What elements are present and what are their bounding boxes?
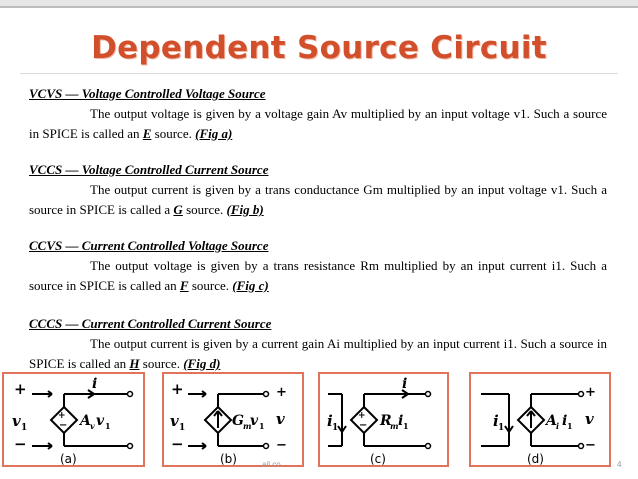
gain-subscript: m [243,421,252,431]
input-minus-label: − [14,435,27,453]
spice-source-letter: E [142,126,152,141]
circuit-diagram-vcvs [4,374,143,465]
plus-sign: + [58,411,66,421]
minus-sign: − [359,420,368,431]
gain-symbol: A [80,413,91,429]
figure-reference: (Fig c) [232,278,269,293]
output-plus-label: + [276,385,287,400]
output-current-label: i [402,376,408,392]
top-rule-shadow [0,6,638,8]
section-vcvs [29,84,607,144]
figure-panel-d [469,372,611,467]
control-variable-subscript: 1 [403,421,409,431]
control-variable-subscript: 1 [259,421,265,431]
figure-reference: (Fig d) [183,356,221,371]
minus-sign: − [59,420,68,431]
section-paragraph [29,256,607,296]
figure-panel-b [162,372,304,467]
figure-caption: (c) [370,452,386,465]
control-variable: v [250,413,259,429]
section-text: The output voltage is given by a trans resistance Rm multiplied by an input current i1. Such a source in SPICE is called an [29,258,607,293]
input-variable: i [493,412,499,430]
input-plus-label: + [14,380,27,398]
input-variable: v [170,412,179,430]
input-variable: v [12,412,21,430]
section-heading: CCVS — Current Controlled Voltage Source [29,238,269,253]
gain-subscript: i [556,421,560,431]
section-cccs [29,314,607,374]
section-text: The output voltage is given by a voltage gain Av multiplied by an input voltage v1. Such a source in SPICE is called an [29,106,607,141]
figure-panel-a [2,372,145,467]
section-text-tail: source. [182,202,227,217]
section-text: The output current is given by a trans conductance Gm multiplied by an input voltage v1. Such a source in SPICE is called a [29,182,607,217]
figure-caption: (d) [527,452,544,465]
section-heading: VCCS — Voltage Controlled Current Source [29,162,269,177]
section-text: The output current is given by a current gain Ai multiplied by an input current i1. Such a source in SPICE is called an [29,336,607,371]
figure-caption: (a) [60,452,77,465]
section-paragraph [29,180,607,220]
control-variable: v [96,413,105,429]
figure-reference: (Fig a) [195,126,233,141]
footer-email: ail.co [262,460,281,469]
plus-sign: + [358,411,366,421]
output-plus-label: + [585,385,596,400]
section-ccvs [29,236,607,296]
input-minus-label: − [171,435,184,453]
gain-symbol: A [546,413,557,429]
output-minus-label: − [585,438,596,453]
section-paragraph [29,104,607,144]
circuit-diagram-vccs [164,374,302,465]
input-variable-subscript: 1 [332,423,339,433]
output-voltage-label: v [276,410,285,428]
input-variable: i [327,412,333,430]
control-variable-subscript: 1 [567,421,573,431]
figure-panel-c [318,372,449,467]
slide-title: Dependent Source Circuit [91,30,547,66]
gain-subscript: m [390,421,399,431]
output-current-label: i [92,376,98,392]
spice-source-letter: H [129,356,140,371]
output-minus-label: − [276,438,287,453]
figure-caption: (b) [220,452,237,465]
figure-reference: (Fig b) [226,202,264,217]
gain-subscript: v [90,421,95,431]
circuit-diagram-cccs [471,374,609,465]
spice-source-letter: F [179,278,189,293]
gain-symbol: R [380,413,392,429]
section-text-tail: source. [188,278,233,293]
section-heading: CCCS — Current Controlled Current Source [29,316,272,331]
input-plus-label: + [171,380,184,398]
section-text-tail: source. [151,126,196,141]
section-heading: VCVS — Voltage Controlled Voltage Source [29,86,266,101]
circuit-diagram-ccvs [320,374,447,465]
input-variable-subscript: 1 [498,423,505,433]
output-voltage-label: v [585,410,594,428]
spice-source-letter: G [173,202,183,217]
title-divider [20,73,618,74]
page-number: 4 [617,460,622,469]
input-variable-subscript: 1 [179,423,186,433]
control-variable-subscript: 1 [105,421,111,431]
control-variable: i [562,413,568,429]
section-vccs [29,160,607,220]
input-variable-subscript: 1 [21,423,28,433]
control-variable: i [398,413,404,429]
section-text-tail: source. [139,356,184,371]
section-paragraph [29,334,607,374]
gain-symbol: G [232,413,244,429]
